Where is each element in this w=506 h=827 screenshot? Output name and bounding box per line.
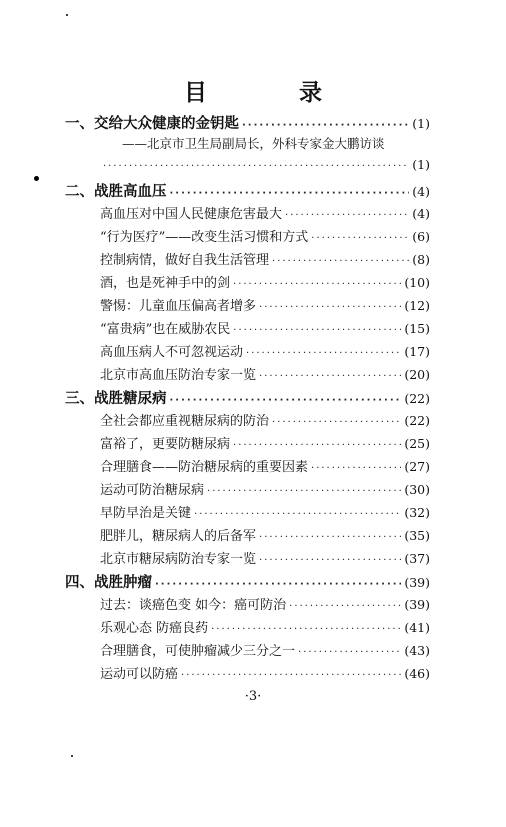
dot-leader (233, 440, 401, 451)
ink-speck (34, 176, 39, 181)
toc-item-label: 高血压病人不可忽视运动 (100, 345, 244, 360)
toc-item-label: 酒，也是死神手中的剑 (100, 276, 231, 291)
toc-item-label: 合理膳食，可使肿瘤减少三分之一 (100, 644, 296, 659)
toc-page-number: (20) (404, 367, 430, 382)
toc-item-label: 北京市高血压防治专家一览 (100, 368, 257, 383)
toc-page-number: (17) (404, 344, 430, 359)
dot-leader (170, 395, 402, 406)
toc-page-number: (22) (404, 391, 430, 406)
dot-leader (155, 579, 401, 590)
dot-leader (259, 302, 401, 313)
toc-subtitle-page-line[interactable] (100, 157, 430, 172)
toc-section-label: 四、战胜肿瘤 (65, 575, 152, 591)
toc-item[interactable] (100, 433, 430, 452)
toc-section-label: 一、交给大众健康的金钥匙 (65, 116, 239, 132)
toc-item[interactable] (100, 272, 430, 291)
dot-leader (233, 325, 401, 336)
toc-page-number: (6) (412, 229, 430, 244)
toc-page-number: (10) (404, 275, 430, 290)
toc-item-label: 富裕了，更要防糖尿病 (100, 437, 231, 452)
toc-page-number: (4) (412, 206, 430, 221)
toc-item-label: 全社会都应重视糖尿病的防治 (100, 414, 270, 429)
dot-leader (181, 670, 401, 681)
toc-item[interactable] (100, 226, 430, 245)
toc-item-label: “行为医疗”——改变生活习惯和方式 (100, 230, 309, 245)
toc-item-label: 肥胖儿，糖尿病人的后备军 (100, 529, 257, 544)
toc-page-number: (8) (412, 252, 430, 267)
toc-item-label: 控制病情，做好自我生活管理 (100, 253, 270, 268)
toc-item[interactable] (100, 594, 430, 613)
toc-page-number: (12) (404, 298, 430, 313)
toc-subtitle-text: ——北京市卫生局副局长，外科专家金大鹏访谈 (122, 136, 385, 151)
toc-item[interactable] (100, 203, 430, 222)
toc-page-number: (39) (404, 597, 430, 612)
dot-leader (207, 486, 401, 497)
toc-page-number: (35) (404, 528, 430, 543)
toc-item[interactable] (100, 318, 430, 337)
ink-speck (71, 755, 73, 757)
page-title: 目 录 (183, 80, 364, 106)
dot-leader (272, 417, 401, 428)
dot-leader (246, 348, 401, 359)
toc-item[interactable] (100, 479, 430, 498)
dot-leader (103, 161, 409, 172)
toc-item-label: 运动可防治糖尿病 (100, 483, 205, 498)
dot-leader (233, 279, 401, 290)
dot-leader (285, 210, 409, 221)
ink-speck (66, 14, 68, 16)
toc-section-4[interactable] (65, 571, 430, 592)
toc-item[interactable] (100, 364, 430, 383)
toc-item-label: 早防早治是关键 (100, 506, 192, 521)
toc-page-number: (22) (404, 413, 430, 428)
toc-item-label: 高血压对中国人民健康危害最大 (100, 207, 283, 222)
toc-item[interactable] (100, 663, 430, 682)
toc-page-number: (43) (404, 643, 430, 658)
dot-leader (311, 463, 401, 474)
dot-leader (259, 371, 401, 382)
toc-page-number: (27) (404, 459, 430, 474)
toc-item[interactable] (100, 410, 430, 429)
dot-leader (272, 256, 409, 267)
toc-page-number: (4) (412, 184, 430, 199)
toc-page-number: (32) (404, 505, 430, 520)
dot-leader (289, 601, 401, 612)
dot-leader (259, 532, 401, 543)
toc-page-number: (30) (404, 482, 430, 497)
toc-page-number: (37) (404, 551, 430, 566)
toc-item[interactable] (100, 456, 430, 475)
toc-page-number: (25) (404, 436, 430, 451)
toc-page-number: (41) (404, 620, 430, 635)
toc-page-number: (15) (404, 321, 430, 336)
toc-item[interactable] (100, 640, 430, 659)
toc-item[interactable] (100, 525, 430, 544)
dot-leader (194, 509, 401, 520)
toc-item[interactable] (100, 249, 430, 268)
toc-item[interactable] (100, 341, 430, 360)
toc-item-label: 过去：谈癌色变 如今：癌可防治 (100, 598, 287, 613)
toc-item-label: 运动可以防癌 (100, 667, 179, 682)
dot-leader (259, 555, 401, 566)
toc-item-label: 合理膳食——防治糖尿病的重要因素 (100, 460, 309, 475)
toc-item-label: 乐观心态 防癌良药 (100, 621, 209, 636)
toc-page-number: (39) (404, 575, 430, 590)
toc-page-number: (46) (404, 666, 430, 681)
toc-item[interactable] (100, 502, 430, 521)
dot-leader (298, 647, 401, 658)
toc-item-label: 北京市糖尿病防治专家一览 (100, 552, 257, 567)
toc-item-label: 警惕：儿童血压偏高者增多 (100, 299, 257, 314)
toc-page-number: (1) (412, 116, 430, 131)
dot-leader (311, 233, 409, 244)
toc-item-label: “富贵病”也在威胁农民 (100, 322, 231, 337)
toc-page-number: (1) (412, 157, 430, 172)
page-folio: ·3· (244, 689, 262, 704)
dot-leader (211, 624, 401, 635)
toc-section-1[interactable] (65, 112, 430, 133)
toc-item[interactable] (100, 295, 430, 314)
toc-section-3[interactable] (65, 387, 430, 408)
dot-leader (170, 188, 410, 199)
toc-subtitle (122, 134, 430, 152)
dot-leader (242, 120, 409, 131)
toc-section-label: 三、战胜糖尿病 (65, 391, 167, 407)
toc-section-2[interactable] (65, 180, 430, 201)
toc-section-label: 二、战胜高血压 (65, 184, 167, 200)
toc-item[interactable] (100, 617, 430, 636)
toc-item[interactable] (100, 548, 430, 567)
